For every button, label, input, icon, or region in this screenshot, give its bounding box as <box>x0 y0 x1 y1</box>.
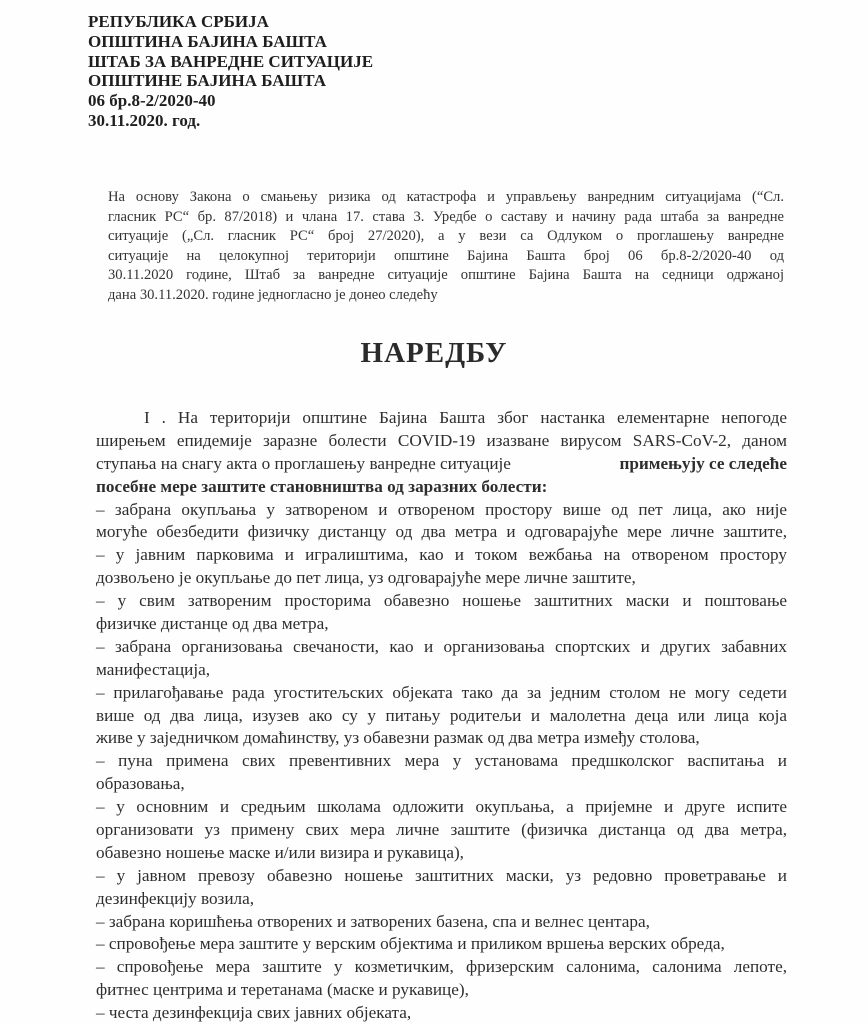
measure-line: манифестација, <box>96 659 211 679</box>
section-intro-line-split <box>96 453 787 476</box>
header-line-country: РЕПУБЛИКА СРБИЈА <box>88 12 269 31</box>
header-line-municipality: ОПШТИНА БАЈИНА БАШТА <box>88 31 327 51</box>
preamble-line: гласник РС“ бр. 87/2018) и члана 17. става 3. Уредбе о саставу и начину рада штаба за ванредне <box>108 208 784 225</box>
measure-line: – спровођење мера заштите у верским објектима и приликом вршења верских обреда, <box>96 934 725 954</box>
measure-line: организовати уз примену свих мера личне заштите (физичка дистанца од два метра, <box>96 820 787 840</box>
measure-line: образовања, <box>96 774 185 794</box>
order-section-one <box>96 407 787 1025</box>
measure-line: – пуна примена свих превентивних мера у установама предшколског васпитања и <box>96 751 787 771</box>
header-date: 30.11.2020. год. <box>88 110 201 130</box>
measure-line: – забрана организовања свечаности, као и организовања спортских и других забавних <box>96 636 787 656</box>
intro-bold-text: примењују се следеће <box>619 453 787 473</box>
measure-line: дозвољено је окупљање до пет лица, уз одговарајуће мере личне заштите, <box>96 568 636 588</box>
measure-line: – у јавном превозу обавезно ношење заштитних маски, уз редовно проветравање и <box>96 865 787 885</box>
measures-list <box>96 499 787 1025</box>
measure-line: – честа дезинфекција свих јавних објеката, <box>96 1003 412 1023</box>
section-intro-line: ширењем епидемије заразне болести COVID-19 изазване вирусом SARS-CoV-2, даном <box>96 430 787 450</box>
measure-line: – забрана коришћења отворених и затворених базена, спа и велнес центара, <box>96 911 650 931</box>
measure-line: – спровођење мера заштите у козметичким, фризерским салонима, салонима лепоте, <box>96 957 787 977</box>
preamble-line: дана 30.11.2020. године једногласно је донео следећу <box>108 286 438 303</box>
preamble-line: ситуације на целокупној територији општине Бајина Башта број 06 бр.8-2/2020-40 од <box>108 247 784 264</box>
measure-line: – забрана окупљања у затвореном и отвореном простору више од пет лица, ако није <box>96 499 787 519</box>
header-line-staff: ШТАБ ЗА ВАНРЕДНЕ СИТУАЦИЈЕ <box>88 51 374 71</box>
measure-line: дезинфекцију возила, <box>96 888 255 908</box>
section-intro-line <box>96 453 787 476</box>
measure-line: – у јавним парковима и игралиштима, као и током вежбања на отвореном простору <box>96 545 787 565</box>
intro-plain-text: ступања на снагу акта о проглашењу ванредне ситуације <box>96 453 511 473</box>
measure-line: – прилагођавање рада угоститељских објеката тако да за једним столом не могу седети <box>96 682 787 702</box>
preamble-paragraph <box>108 188 784 306</box>
section-intro-line: I . На територији општине Бајина Башта због настанка елементарне непогоде <box>144 408 787 427</box>
preamble-line: На основу Закона о смањењу ризика од катастрофа и управљењу ванредним ситуацијама (“Сл. <box>108 189 784 205</box>
measure-line: могуће обезбедити физичку дистанцу од два метра и одговарајуће мере личне заштите, <box>96 522 787 542</box>
issuer-header <box>88 12 373 131</box>
measure-line: – у основним и средњим школама одложити окупљања, а пријемне и друге испите <box>96 797 787 817</box>
preamble-line: 30.11.2020 године, Штаб за ванредне ситуације општине Бајина Башта на седници одржаној <box>108 267 784 284</box>
measure-line: – у свим затвореним просторима обавезно ношење заштитних маски и поштовање <box>96 591 787 611</box>
measure-line: фитнес центрима и теретанама (маске и рукавице), <box>96 980 469 1000</box>
measures-heading: посебне мере заштите становништва од заразних болести: <box>96 476 548 496</box>
header-reference-number: 06 бр.8-2/2020-40 <box>88 91 216 111</box>
measure-line: физичке дистанце од два метра, <box>96 614 329 634</box>
measure-line: живе у заједничком домаћинству, уз обавезни размак од два метра између столова, <box>96 728 700 748</box>
measure-line: обавезно ношење маске и/или визира и рукавица), <box>96 842 464 862</box>
preamble-line: ситуације („Сл. гласник РС“ број 27/2020), а у вези са Одлуком о проглашењу ванредне <box>108 228 784 245</box>
document-title: НАРЕДБУ <box>360 337 508 369</box>
measure-line: више од два лица, изузев ако су у питању родитељи и малолетна деца или лица која <box>96 705 787 725</box>
header-line-staff-municipality: ОПШТИНЕ БАЈИНА БАШТА <box>88 71 326 91</box>
